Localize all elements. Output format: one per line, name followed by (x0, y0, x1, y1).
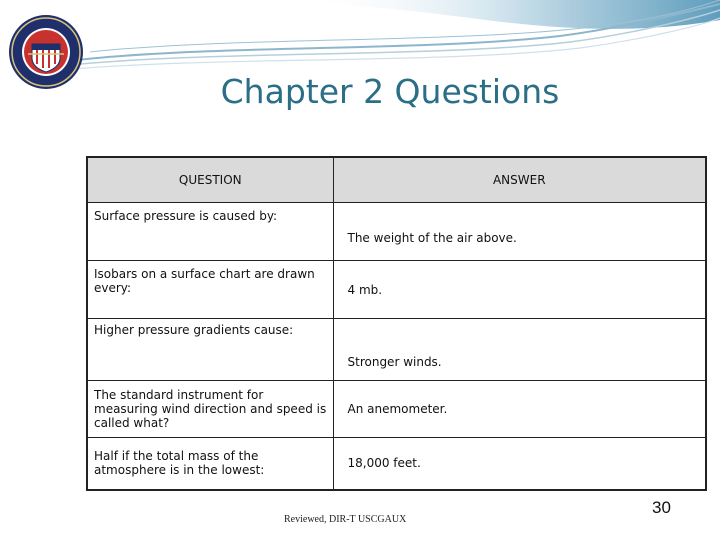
answer-cell: The weight of the air above. (333, 203, 706, 261)
answer-cell: Stronger winds. (333, 319, 706, 381)
answer-cell: 4 mb. (333, 261, 706, 319)
question-cell: The standard instrument for measuring wind direction and speed is called what? (87, 381, 333, 438)
table-header-row (87, 157, 706, 203)
question-cell: Higher pressure gradients cause: (87, 319, 333, 381)
table-row (87, 381, 706, 438)
question-cell: Half if the total mass of the atmosphere is in the lowest: (87, 438, 333, 490)
table-row (87, 261, 706, 319)
slide-footer: Reviewed, DIR-T USCGAUX (284, 514, 407, 525)
table-row (87, 438, 706, 490)
page-number: 30 (652, 498, 671, 517)
question-cell: Isobars on a surface chart are drawn every: (87, 261, 333, 319)
questions-table (86, 156, 707, 491)
slide-title: Chapter 2 Questions (220, 72, 560, 111)
answer-column-header: ANSWER (333, 157, 706, 203)
answer-cell: 18,000 feet. (333, 438, 706, 490)
answer-cell: An anemometer. (333, 381, 706, 438)
question-column-header: QUESTION (87, 157, 333, 203)
table-row (87, 319, 706, 381)
question-cell: Surface pressure is caused by: (87, 203, 333, 261)
table-row (87, 203, 706, 261)
